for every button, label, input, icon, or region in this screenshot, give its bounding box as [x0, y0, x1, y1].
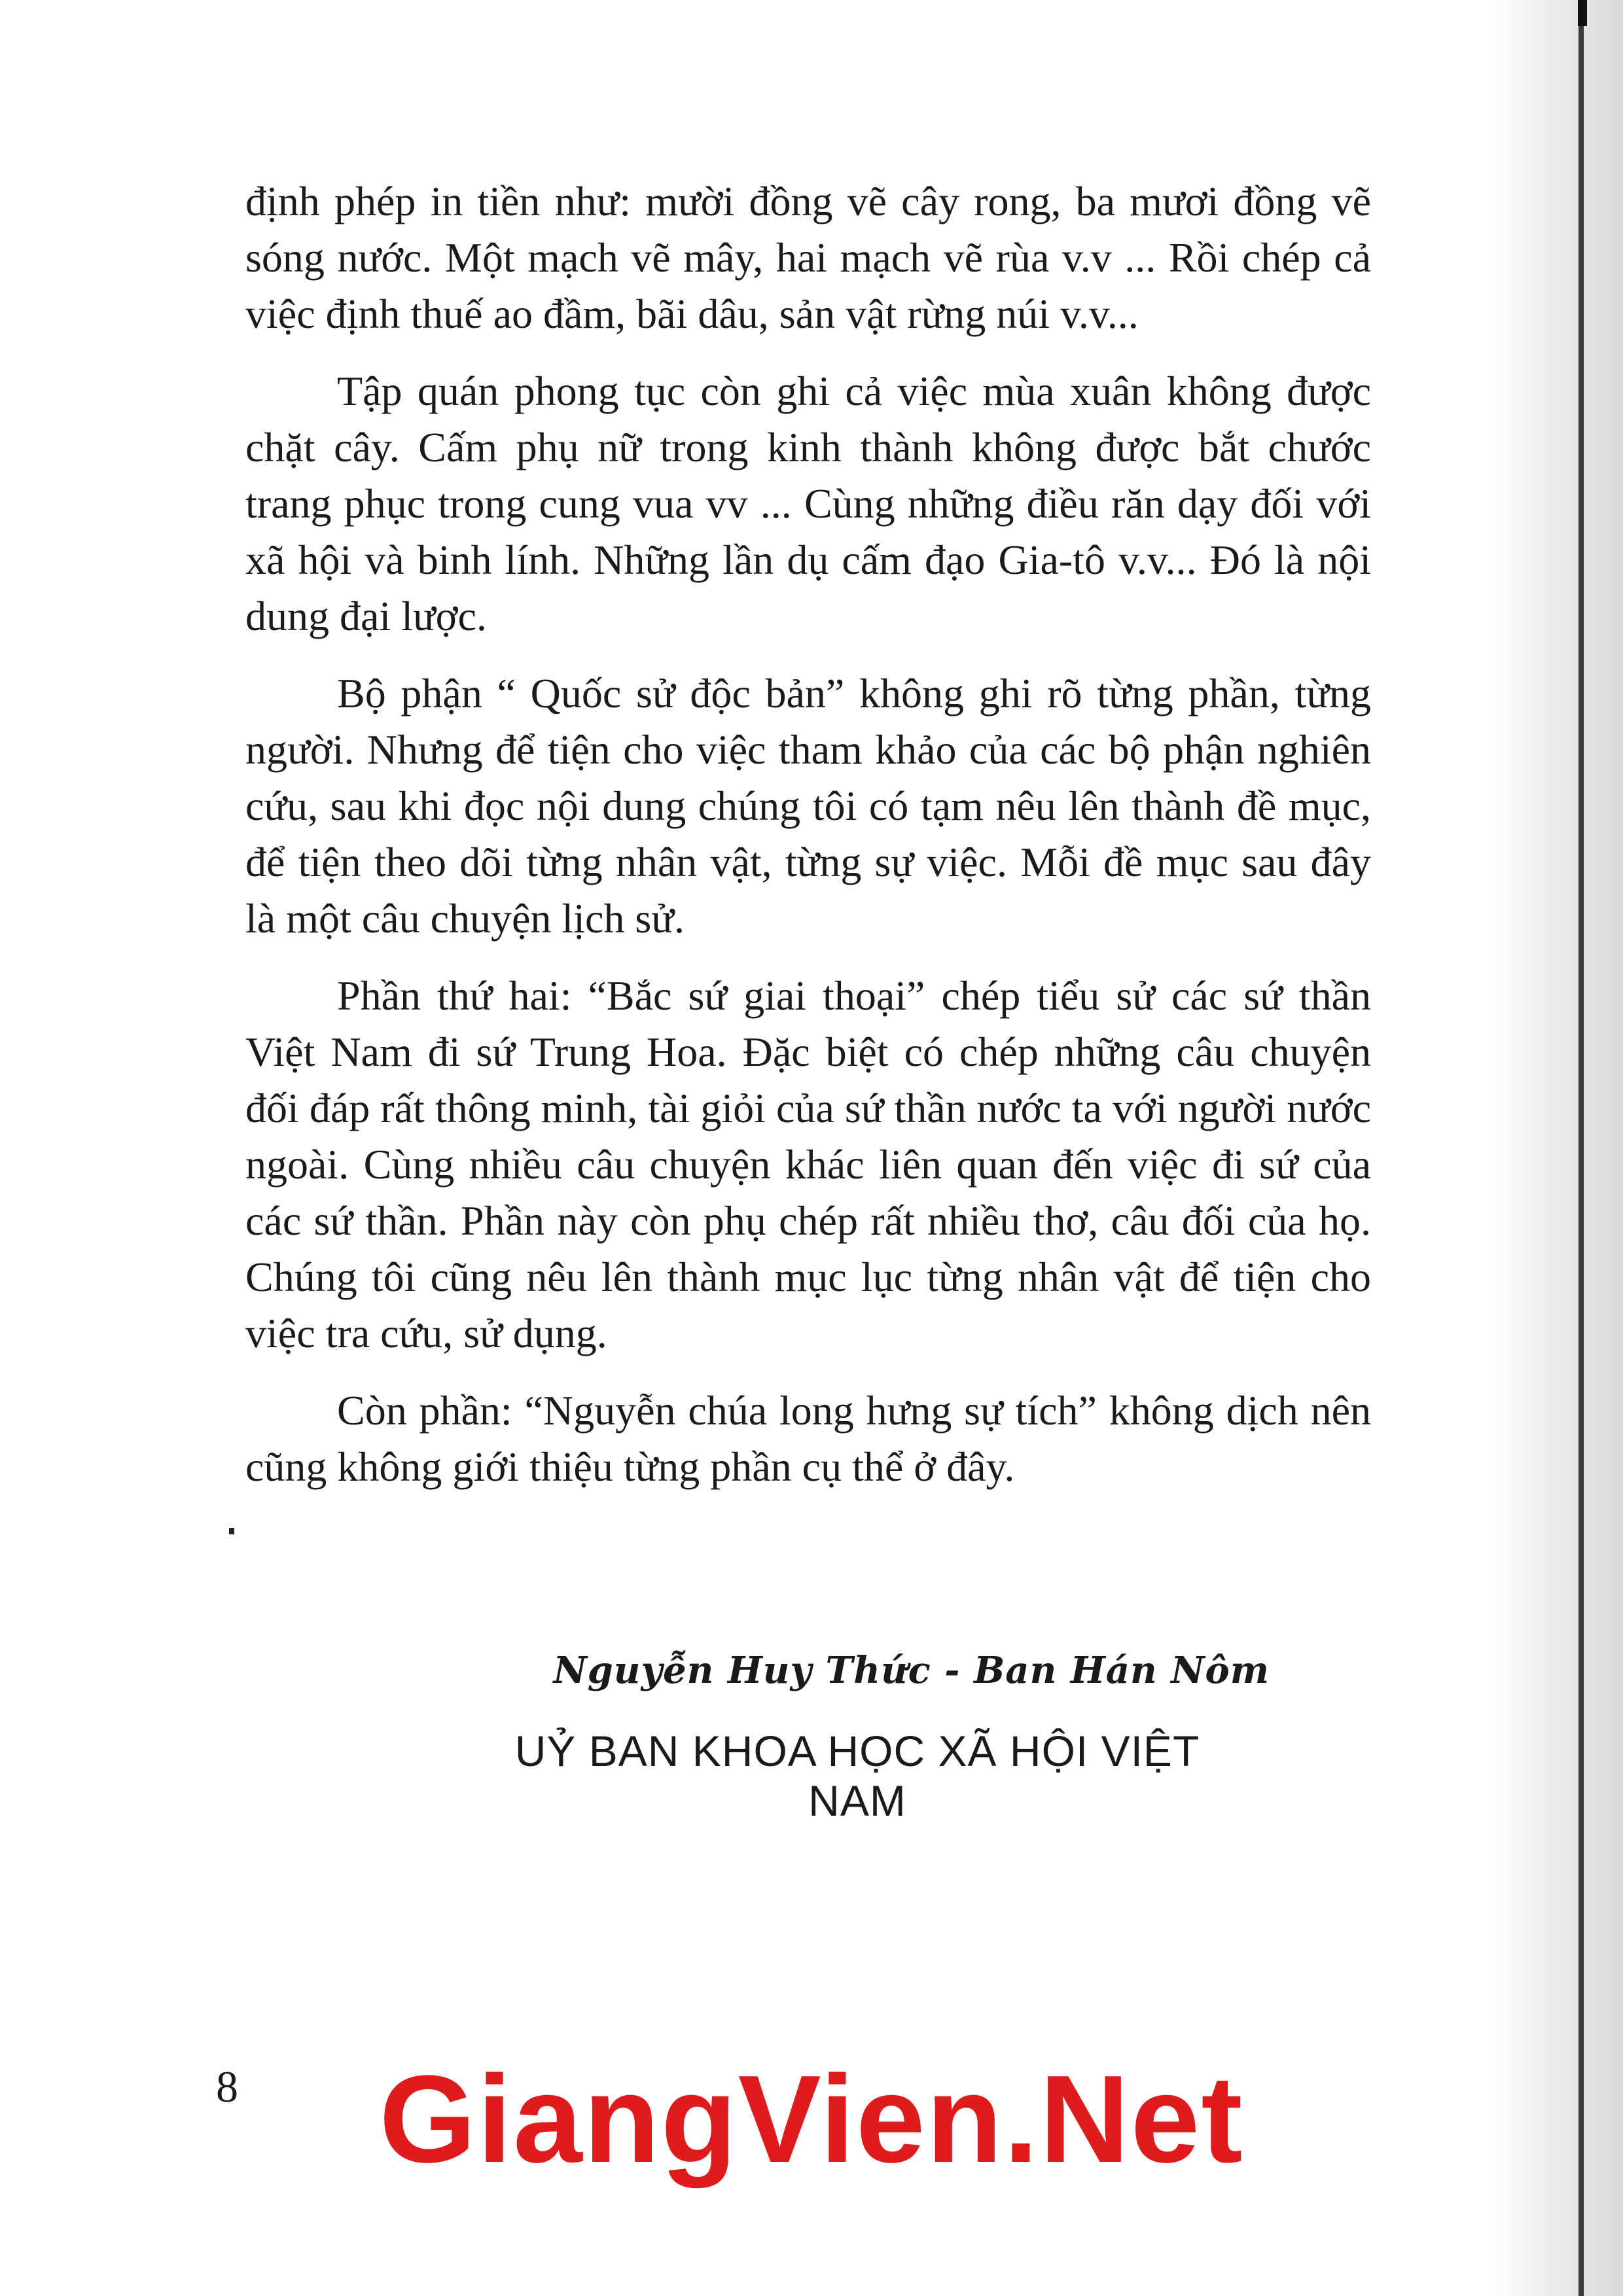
page-edge-line: [1578, 0, 1584, 2296]
paragraph-1: định phép in tiền như: mười đồng vẽ cây rong, ba mươi đồng vẽ sóng nước. Một mạch vẽ mây, hai mạch vẽ rùa v.v ... Rồi chép cả việc định thuế ao đầm, bãi dâu, sản vật rừng núi v.v...: [245, 178, 1371, 337]
scan-speck: [229, 1528, 234, 1534]
author-signature: Nguyễn Huy Thức - Ban Hán Nôm: [553, 1649, 1270, 1692]
page-number: 8: [216, 2062, 238, 2111]
body-text: [245, 173, 1371, 1516]
paragraph-3: Bộ phận “ Quốc sử độc bản” không ghi rõ từng phần, từng người. Nhưng để tiện cho việc tham khảo của các bộ phận nghiên cứu, sau khi đọc nội dung chúng tôi có tạm nêu lên thành đề mục, để tiện theo dõi từng nhân vật, từng sự việc. Mỗi đề mục sau đây là một câu chuyện lịch sử.: [245, 670, 1371, 942]
page-edge-mark: [1578, 0, 1587, 26]
watermark-text: GiangVien.Net: [379, 2050, 1244, 2189]
organization-name: UỶ BAN KHOA HỌC XÃ HỘI VIỆT NAM: [514, 1727, 1200, 1825]
paragraph-5: Còn phần: “Nguyễn chúa long hưng sự tích” không dịch nên cũng không giới thiệu từng phần cụ thể ở đây.: [245, 1387, 1371, 1490]
paragraph-4: Phần thứ hai: “Bắc sứ giai thoại” chép tiểu sử các sứ thần Việt Nam đi sứ Trung Hoa. Đặc biệt có chép những câu chuyện đối đáp rất thông minh, tài giỏi của sứ thần nước ta với người nước ngoài. Cùng nhiều câu chuyện khác liên quan đến việc đi sứ của các sứ thần. Phần này còn phụ chép rất nhiều thơ, câu đối của họ. Chúng tôi cũng nêu lên thành mục lục từng nhân vật để tiện cho việc tra cứu, sử dụng.: [245, 972, 1371, 1356]
page-edge-shadow: [1492, 0, 1623, 2296]
paragraph-2: Tập quán phong tục còn ghi cả việc mùa xuân không được chặt cây. Cấm phụ nữ trong kinh thành không được bắt chước trang phục trong cung vua vv ... Cùng những điều răn dạy đối với xã hội và binh lính. Những lần dụ cấm đạo Gia-tô v.v... Đó là nội dung đại lược.: [245, 368, 1371, 639]
